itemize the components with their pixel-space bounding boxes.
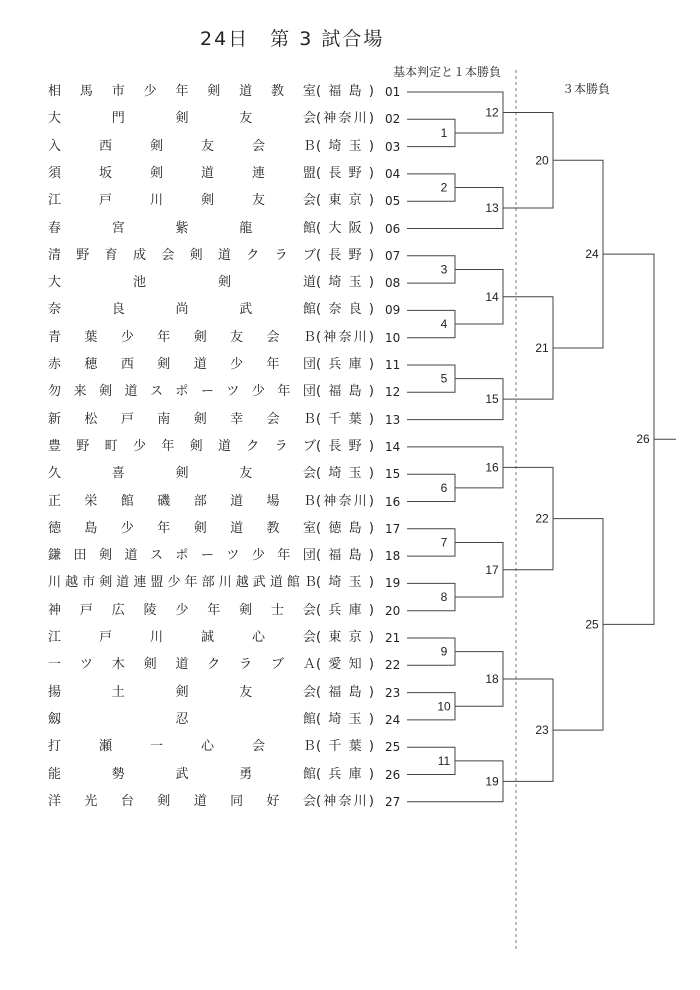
entry-number: 17 [385,521,401,536]
match-number: 9 [440,644,448,659]
page-title: 24日 第 3 試合場 [200,28,385,50]
match-number: 12 [485,105,499,120]
prefecture: ( 兵 庫 ) [316,602,374,618]
team-name: 神 戸 広 陵 少 年 剣 士 会 [48,602,316,618]
bracket-line [407,474,455,501]
team-name: 大 門 剣 友 会 [48,111,316,127]
prefecture: ( 神 奈 川 ) [316,793,374,809]
prefecture: ( 愛 知 ) [316,657,374,673]
team-name: 豊 野 町 少 年 剣 道 ク ラ ブ [48,438,316,454]
prefecture: ( 埼 玉 ) [316,275,374,291]
team-name: 新 松 戸 南 剣 幸 会 Ｂ [48,411,316,427]
prefecture: ( 埼 玉 ) [316,575,374,591]
team-name: 徳 島 少 年 剣 道 教 室 [48,520,316,536]
entry-number: 02 [385,112,401,127]
entry-number: 15 [385,467,401,482]
match-number: 6 [440,480,448,495]
entry-number: 25 [385,740,401,755]
team-name: 打 瀬 一 心 会 Ｂ [48,739,316,755]
team-name: 江 戸 川 剣 友 会 [48,193,316,209]
team-name: 鎌 田 剣 道 ス ポ ー ツ 少 年 団 [48,548,316,564]
entry-number: 08 [385,276,401,291]
team-name: 大 池 剣 道 [48,275,316,291]
match-number: 3 [440,262,448,277]
team-name: 江 戸 川 誠 心 会 [48,630,316,645]
prefecture: ( 兵 庫 ) [316,766,374,782]
entry-number: 14 [385,439,401,454]
team-name: 春 宮 紫 龍 館 [48,220,316,236]
entry-number: 13 [385,412,401,427]
entry-number: 21 [385,631,401,645]
prefecture: ( 大 阪 ) [316,220,374,236]
prefecture: ( 神 奈 川 ) [316,111,374,127]
prefecture: ( 神 奈 川 ) [316,329,374,345]
prefecture: ( 千 葉 ) [316,411,374,427]
prefecture: ( 福 島 ) [316,384,374,400]
match-number: 19 [485,774,499,789]
team-name: 相 馬 市 少 年 剣 道 教 室 [48,84,316,99]
prefecture: ( 東 京 ) [316,630,374,645]
match-number: 11 [437,753,451,768]
team-name: 入 西 剣 友 会 Ｂ [48,138,316,154]
bracket-line [407,365,455,392]
match-number: 24 [585,247,599,262]
match-number: 2 [440,180,448,195]
team-name: 劔 忍 館 [48,711,316,727]
match-number: 26 [636,432,650,447]
team-name: 能 勢 武 勇 館 [48,766,316,782]
entry-number: 27 [385,794,401,809]
bracket-line [407,174,455,201]
match-number: 14 [485,289,499,304]
bracket-line [407,529,455,556]
team-name: 久 喜 剣 友 会 [48,466,316,482]
later-rounds-header: ３本勝負 [562,82,611,96]
prefecture: ( 神 奈 川 ) [316,493,374,509]
team-name: 赤 穂 西 剣 道 少 年 団 [48,357,316,372]
match-number: 21 [535,340,549,355]
bracket-line [407,310,455,337]
entry-number: 04 [385,166,401,181]
entry-number: 11 [385,358,401,372]
entry-number: 09 [385,303,401,318]
match-number: 15 [485,392,499,407]
prefecture: ( 兵 庫 ) [316,357,374,372]
entry-number: 10 [385,330,401,345]
prefecture: ( 奈 良 ) [316,302,374,318]
prefecture: ( 徳 島 ) [316,520,374,536]
entry-number: 18 [385,549,401,564]
bracket-line [407,256,455,283]
prefecture: ( 千 葉 ) [316,739,374,755]
entry-number: 20 [385,603,401,618]
match-number: 20 [535,153,549,168]
team-name: 川 越 市 剣 道 連 盟 少 年 部 川 越 武 道 館 Ｂ [48,575,316,591]
match-number: 25 [585,617,599,632]
prefecture: ( 埼 玉 ) [316,138,374,154]
team-name: 須 坂 剣 道 連 盟 [48,165,316,181]
team-name: 奈 良 尚 武 館 [48,302,316,318]
match-number: 8 [440,590,448,605]
match-number: 5 [440,371,448,386]
team-name: 揚 土 剣 友 会 [48,684,316,700]
entry-number: 01 [385,85,401,99]
entry-number: 05 [385,194,401,209]
prefecture: ( 福 島 ) [316,684,374,700]
bracket-line [407,119,455,146]
match-number: 4 [440,317,448,332]
first-rounds-header: 基本判定と１本勝負 [393,65,502,79]
entry-number: 12 [385,385,401,400]
team-name: 洋 光 台 剣 道 同 好 会 [48,793,316,809]
match-number: 13 [485,201,499,216]
team-name: 清 野 育 成 会 剣 道 ク ラ ブ [48,247,316,263]
entry-number: 03 [385,139,401,154]
match-number: 18 [485,671,499,686]
match-number: 17 [485,562,499,577]
prefecture: ( 東 京 ) [316,193,374,209]
match-number: 16 [485,460,499,475]
match-number: 7 [440,535,448,550]
bracket-line [407,638,455,665]
match-number: 22 [535,511,549,526]
entry-number: 22 [385,658,401,673]
entry-number: 07 [385,248,401,263]
prefecture: ( 長 野 ) [316,438,374,454]
prefecture: ( 福 島 ) [316,548,374,564]
entry-number: 16 [385,494,401,509]
prefecture: ( 埼 玉 ) [316,711,374,727]
entry-number: 06 [385,221,401,236]
match-number: 10 [437,699,451,714]
prefecture: ( 福 島 ) [316,84,374,99]
prefecture: ( 長 野 ) [316,165,374,181]
entry-number: 19 [385,576,401,591]
entry-number: 23 [385,685,401,700]
match-number: 1 [440,125,448,140]
match-number: 23 [535,723,549,738]
prefecture: ( 長 野 ) [316,247,374,263]
team-name: 勿 来 剣 道 ス ポ ー ツ 少 年 団 [48,384,316,400]
team-name: 青 葉 少 年 剣 友 会 Ｂ [48,329,316,345]
bracket-line [407,583,455,610]
entry-number: 24 [385,712,401,727]
team-name: 正 栄 館 磯 部 道 場 Ｂ [48,493,316,509]
prefecture: ( 埼 玉 ) [316,466,374,482]
team-name: 一 ツ 木 剣 道 ク ラ ブ Ａ [48,657,316,673]
entry-number: 26 [385,767,401,782]
